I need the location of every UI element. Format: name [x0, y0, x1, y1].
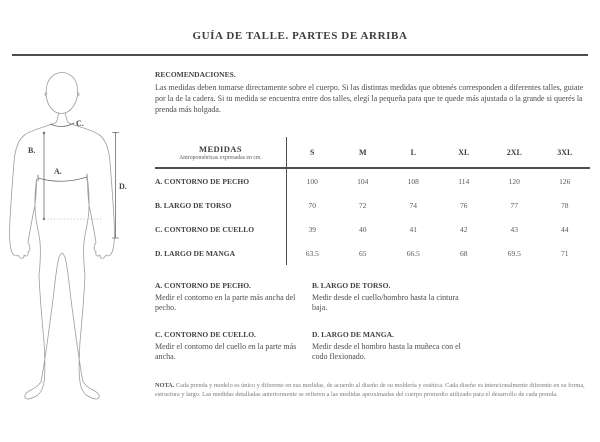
cell-value: 66.5	[406, 248, 420, 258]
size-table-header-row	[155, 137, 590, 169]
measures-header-cell	[155, 137, 287, 167]
table-row	[155, 193, 590, 217]
definition-heading: B. LARGO DE TORSO.	[312, 281, 391, 290]
definition-heading: C. CONTORNO DE CUELLO.	[155, 329, 256, 339]
cell-value: 42	[460, 224, 468, 234]
definition-heading: D. LARGO DE MANGA.	[312, 329, 394, 339]
cell-value: 69.5	[507, 248, 521, 258]
row-label: B. LARGO DE TORSO	[155, 193, 287, 217]
cell-value: 70	[308, 200, 316, 210]
figure-label-c: C.	[76, 119, 84, 128]
definition-neck	[155, 330, 312, 363]
table-row	[155, 217, 590, 241]
footnote	[155, 381, 590, 399]
table-row	[155, 241, 590, 265]
cell-value: 78	[561, 200, 569, 210]
definition-sleeve	[312, 330, 590, 363]
definition-text: Medir desde el hombro hasta la muñeca con el codo flexionado.	[312, 341, 461, 362]
cell-value: 39	[308, 224, 316, 234]
size-header-2xl: 2XL	[506, 147, 522, 157]
row-label: D. LARGO DE MANGA	[155, 241, 287, 265]
definition-torso	[312, 281, 590, 314]
recommendations-heading: RECOMENDACIONES.	[155, 70, 236, 79]
cell-value: 72	[359, 200, 367, 210]
definition-text: Medir el contorno en la parte más ancha del pecho.	[155, 293, 296, 313]
cell-value: 100	[306, 176, 318, 186]
measures-title: MEDIDAS	[199, 143, 242, 154]
cell-value: 68	[460, 248, 468, 258]
title-divider	[12, 54, 588, 56]
recommendations-text: Las medidas deben tomarse directamente sobre el cuerpo. Si las distintas medidas que obtenés corresponden a diferentes talles, guiate por la de la cadera. Si tu medida se encuentra entre dos talles, elegí la pequeña para que te quede más ajustada o la grande si querés la prenda más holgada.	[155, 83, 584, 114]
footnote-label: NOTA.	[155, 381, 175, 389]
figure-label-b: B.	[28, 146, 36, 155]
row-label: A. CONTORNO DE PECHO	[155, 169, 287, 193]
cell-value: 108	[407, 176, 419, 186]
definition-text: Medir el contorno del cuello en la parte más ancha.	[155, 341, 297, 362]
cell-value: 65	[359, 248, 367, 258]
size-table	[155, 137, 590, 265]
row-label: C. CONTORNO DE CUELLO	[155, 217, 287, 241]
measures-subtitle: Antropométricas expresadas en cm.	[179, 154, 262, 161]
body-outline-icon	[8, 66, 148, 418]
cell-value: 76	[460, 200, 468, 210]
cell-value: 120	[508, 176, 520, 186]
definition-chest	[155, 281, 312, 314]
cell-value: 44	[561, 224, 569, 234]
measurement-definitions	[155, 281, 590, 363]
figure-label-d: D.	[119, 182, 127, 191]
cell-value: 126	[559, 176, 571, 186]
cell-value: 74	[409, 200, 417, 210]
definition-text: Medir desde el cuello/hombro hasta la cintura baja.	[312, 293, 459, 313]
body-measurement-figure	[8, 66, 148, 418]
cell-value: 104	[357, 176, 369, 186]
cell-value: 43	[510, 224, 518, 234]
cell-value: 114	[458, 176, 470, 186]
cell-value: 77	[510, 200, 518, 210]
size-header-m: M	[358, 147, 367, 157]
size-header-l: L	[410, 147, 416, 157]
size-header-3xl: 3XL	[557, 147, 573, 157]
page-title: GUÍA DE TALLE. PARTES DE ARRIBA	[192, 30, 408, 42]
cell-value: 40	[359, 224, 367, 234]
footnote-text: Cada prenda y modelo es único y diferente en sus medidas, de acuerdo al diseño de su moldería y estética. Cada diseño es intencionalmente diferente en su forma, estructura y largo. Las medidas detalladas anteriormente se refieren a las medidas aproximadas del cuerpo promedio utilizado para el desarrollo de cada prenda.	[155, 381, 585, 398]
size-header-xl: XL	[458, 147, 470, 157]
cell-value: 63.5	[305, 248, 319, 258]
definition-heading: A. CONTORNO DE PECHO.	[155, 281, 251, 290]
cell-value: 71	[561, 248, 569, 258]
cell-value: 41	[409, 224, 417, 234]
content-column	[155, 70, 590, 405]
table-row	[155, 169, 590, 193]
figure-label-a: A.	[54, 167, 62, 176]
size-header-s: S	[310, 147, 315, 157]
